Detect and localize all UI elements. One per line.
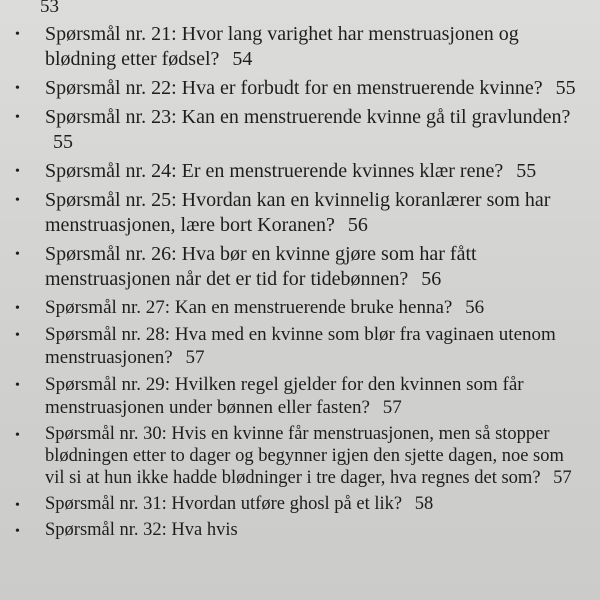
toc-entry xyxy=(0,22,600,72)
entry-page: 56 xyxy=(465,297,485,318)
toc-entry xyxy=(0,493,600,515)
entry-page: 56 xyxy=(347,214,368,236)
entry-page: 56 xyxy=(421,268,442,290)
toc-entry xyxy=(0,242,600,292)
entry-label: Spørsmål nr. 28: xyxy=(45,324,171,345)
entry-page: 57 xyxy=(185,347,205,368)
entry-page: 58 xyxy=(414,494,434,514)
bullet-icon: • xyxy=(15,247,20,262)
bullet-icon: • xyxy=(15,164,20,179)
entry-label: Spørsmål nr. 31: xyxy=(45,494,167,514)
entry-text: Kan en menstruerende kvinne gå til gravlunden? xyxy=(181,106,571,128)
table-of-contents xyxy=(0,22,600,545)
entry-label: Spørsmål nr. 27: xyxy=(45,297,171,318)
bullet-icon: • xyxy=(15,301,20,316)
entry-page: 54 xyxy=(232,48,253,70)
entry-label: Spørsmål nr. 26: xyxy=(45,243,177,265)
bullet-icon: • xyxy=(15,110,20,125)
entry-page: 55 xyxy=(53,131,73,153)
bullet-icon: • xyxy=(15,328,20,343)
entry-text: Er en menstruerende kvinnes klær rene? xyxy=(181,160,504,182)
previous-entry-page-number: 53 xyxy=(40,0,59,17)
entry-label: Spørsmål nr. 25: xyxy=(45,189,177,211)
entry-text: Hvordan kan en kvinnelig koranlærer som har menstruasjonen, lære bort Koranen? xyxy=(45,189,551,236)
toc-entry xyxy=(0,323,600,369)
bullet-icon: • xyxy=(15,428,20,443)
entry-label: Spørsmål nr. 24: xyxy=(45,160,177,182)
entry-page: 55 xyxy=(555,77,576,99)
entry-page: 57 xyxy=(553,468,572,488)
entry-text: Hva er forbudt for en menstruerende kvinne? xyxy=(181,77,543,99)
entry-page: 55 xyxy=(516,160,537,182)
entry-text: Kan en menstruerende bruke henna? xyxy=(174,297,453,318)
bullet-icon: • xyxy=(15,378,20,393)
entry-label: Spørsmål nr. 32: xyxy=(45,520,167,540)
entry-label: Spørsmål nr. 23: xyxy=(45,106,177,128)
toc-entry xyxy=(0,159,600,184)
bullet-icon: • xyxy=(15,27,20,42)
bullet-icon: • xyxy=(15,498,20,513)
entry-text: Hvordan utføre ghosl på et lik? xyxy=(171,494,403,514)
toc-entry xyxy=(0,188,600,238)
bullet-icon: • xyxy=(15,81,20,96)
toc-entry xyxy=(0,296,600,319)
entry-text: Hvis en kvinne får menstruasjonen, men så stopper blødningen etter to dager og begynner igjen den sjette dagen, noe som vil si at hun ikke hadde blødninger i tre dager, hva regnes det som? xyxy=(45,424,564,488)
entry-label: Spørsmål nr. 21: xyxy=(45,23,177,45)
toc-entry xyxy=(0,76,600,101)
entry-label: Spørsmål nr. 22: xyxy=(45,77,177,99)
entry-page: 57 xyxy=(382,397,402,418)
bullet-icon: • xyxy=(15,524,20,539)
toc-entry xyxy=(0,519,600,541)
entry-text: Hva bør en kvinne gjøre som har fått menstruasjonen når det er tid for tidebønnen? xyxy=(45,243,477,290)
toc-entry xyxy=(0,373,600,419)
entry-text: Hvilken regel gjelder for den kvinnen som får menstruasjonen under bønnen eller fasten? xyxy=(45,374,524,418)
bullet-icon: • xyxy=(15,193,20,208)
entry-text: Hva hvis xyxy=(171,520,238,540)
toc-entry xyxy=(0,105,600,155)
entry-text: Hvor lang varighet har menstruasjonen og blødning etter fødsel? xyxy=(45,23,519,70)
entry-text: Hva med en kvinne som blør fra vaginaen utenom menstruasjonen? xyxy=(45,324,556,368)
entry-label: Spørsmål nr. 30: xyxy=(45,424,167,444)
toc-entry xyxy=(0,423,600,489)
entry-label: Spørsmål nr. 29: xyxy=(45,374,171,395)
